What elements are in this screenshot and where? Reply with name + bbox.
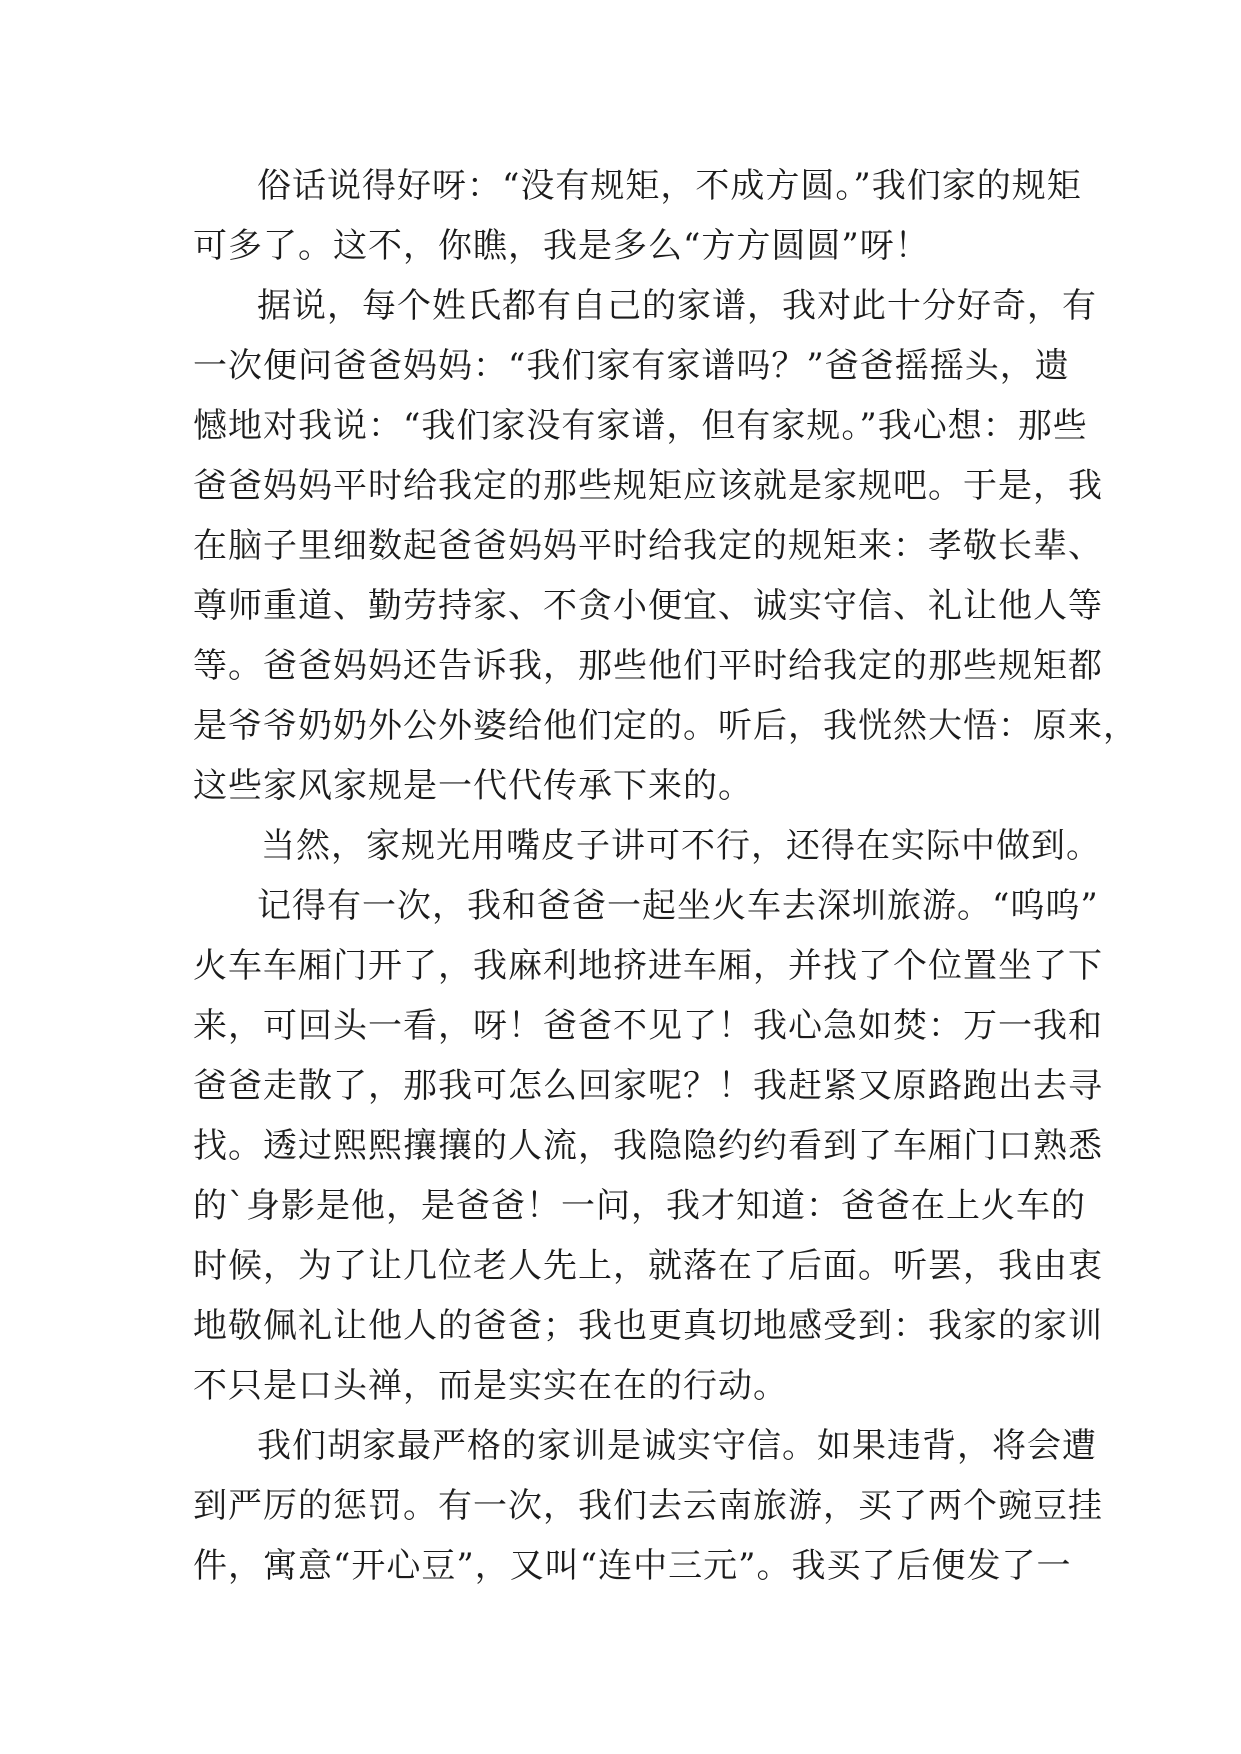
text-line: 爸爸妈妈平时给我定的那些规矩应该就是家规吧。于是，我	[193, 466, 1103, 506]
text-line: 可多了。这不，你瞧，我是多么“方方圆圆”呀！	[193, 226, 930, 266]
text-line: 我们胡家最严格的家训是诚实守信。如果违背，将会遭	[257, 1426, 1097, 1466]
text-line: 是爷爷奶奶外公外婆给他们定的。听后，我恍然大悟：原来，	[193, 706, 1138, 746]
text-line: 的`身影是他，是爸爸！一问，我才知道：爸爸在上火车的	[193, 1186, 1086, 1226]
text-line: 俗话说得好呀：“没有规矩，不成方圆。”我们家的规矩	[257, 166, 1082, 206]
text-line: 在脑子里细数起爸爸妈妈平时给我定的规矩来：孝敬长辈、	[193, 526, 1103, 566]
text-line: 件，寓意“开心豆”，又叫“连中三元”。我买了后便发了一	[193, 1546, 1072, 1586]
text-line: 到严厉的惩罚。有一次，我们去云南旅游，买了两个豌豆挂	[193, 1486, 1103, 1526]
text-line: 据说，每个姓氏都有自己的家谱，我对此十分好奇，有	[257, 286, 1097, 326]
text-line: 地敬佩礼让他人的爸爸；我也更真切地感受到：我家的家训	[193, 1306, 1103, 1346]
text-line: 爸爸走散了，那我可怎么回家呢？！我赶紧又原路跑出去寻	[193, 1066, 1103, 1106]
text-line: 记得有一次，我和爸爸一起坐火车去深圳旅游。“呜呜”	[257, 886, 1099, 926]
text-line: 等。爸爸妈妈还告诉我，那些他们平时给我定的那些规矩都	[193, 646, 1103, 686]
text-line: 不只是口头禅，而是实实在在的行动。	[193, 1366, 788, 1406]
text-line: 当然，家规光用嘴皮子讲可不行，还得在实际中做到。	[261, 826, 1101, 866]
text-line: 火车车厢门开了，我麻利地挤进车厢，并找了个位置坐了下	[193, 946, 1103, 986]
text-line: 时候，为了让几位老人先上，就落在了后面。听罢，我由衷	[193, 1246, 1103, 1286]
text-line: 一次便问爸爸妈妈：“我们家有家谱吗？”爸爸摇摇头，遗	[193, 346, 1070, 386]
text-line: 来，可回头一看，呀！爸爸不见了！我心急如焚：万一我和	[193, 1006, 1103, 1046]
document-body	[193, 156, 1138, 1596]
text-line: 找。透过熙熙攘攘的人流，我隐隐约约看到了车厢门口熟悉	[193, 1126, 1103, 1166]
text-line: 这些家风家规是一代代传承下来的。	[193, 766, 753, 806]
text-line: 尊师重道、勤劳持家、不贪小便宜、诚实守信、礼让他人等	[193, 586, 1103, 626]
text-line: 憾地对我说：“我们家没有家谱，但有家规。”我心想：那些	[193, 406, 1088, 446]
